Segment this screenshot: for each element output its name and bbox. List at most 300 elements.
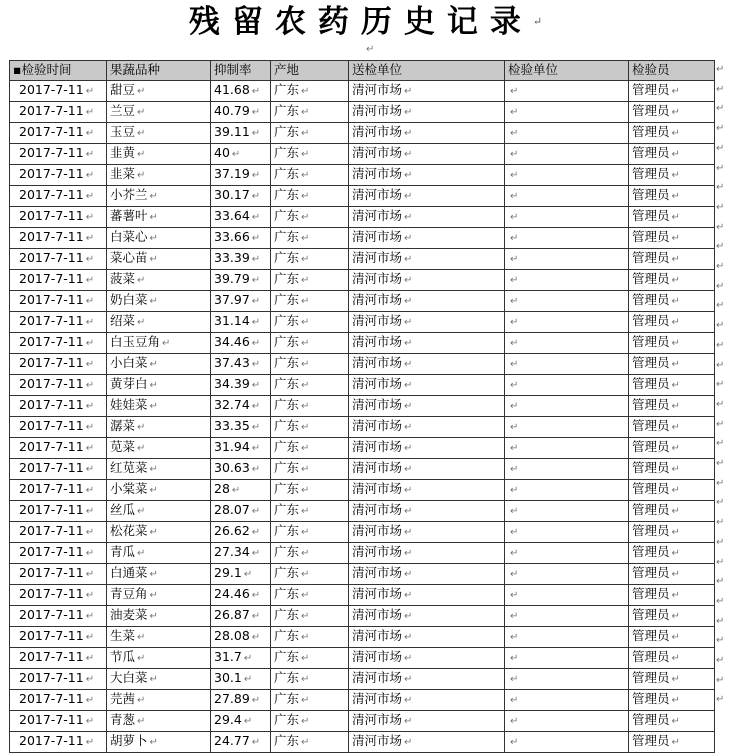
cell-end-mark-icon: ↵ [671, 379, 680, 391]
cell-origin[interactable] [271, 164, 349, 185]
cell-submitting-unit[interactable] [349, 311, 505, 332]
header-produce-variety[interactable]: 果蔬品种 [107, 61, 211, 81]
cell-inspector-text: 管理员 [632, 522, 670, 538]
cell-inspector[interactable] [629, 479, 715, 500]
cell-submitting-unit[interactable] [349, 689, 505, 710]
cell-produce-variety[interactable] [107, 458, 211, 479]
cell-inspector[interactable] [629, 311, 715, 332]
cell-inhibition-rate[interactable] [211, 668, 271, 689]
cell-inhibition-rate[interactable] [211, 563, 271, 584]
cell-inspection-time[interactable] [10, 626, 107, 647]
cell-inhibition-rate-text: 39.79 [214, 270, 250, 286]
cell-inspection-time[interactable] [10, 647, 107, 668]
cell-inhibition-rate[interactable] [211, 374, 271, 395]
cell-end-mark-icon: ↵ [404, 463, 413, 475]
cell-produce-variety[interactable] [107, 668, 211, 689]
cell-inhibition-rate[interactable] [211, 437, 271, 458]
cell-end-mark-icon: ↵ [301, 694, 310, 706]
cell-origin[interactable] [271, 311, 349, 332]
cell-origin[interactable] [271, 563, 349, 584]
cell-inspection-time[interactable] [10, 269, 107, 290]
cell-produce-variety[interactable] [107, 500, 211, 521]
cell-origin[interactable] [271, 479, 349, 500]
cell-inhibition-rate[interactable] [211, 731, 271, 752]
cell-inhibition-rate-text: 39.11 [214, 123, 250, 139]
cell-inspection-time[interactable] [10, 248, 107, 269]
cell-inspection-time[interactable] [10, 227, 107, 248]
header-inhibition-rate[interactable]: 抑制率 [211, 61, 271, 81]
cell-inspector[interactable] [629, 500, 715, 521]
cell-inspector[interactable] [629, 647, 715, 668]
cell-origin[interactable] [271, 332, 349, 353]
cell-inhibition-rate-text: 30.63 [214, 459, 250, 475]
cell-submitting-unit[interactable] [349, 122, 505, 143]
cell-inspector[interactable] [629, 668, 715, 689]
cell-submitting-unit-text: 清河市场 [352, 606, 403, 622]
header-inspector[interactable]: 检验员 [629, 61, 715, 81]
cell-inspector-text: 管理员 [632, 648, 670, 664]
cell-origin-text: 广东 [274, 144, 300, 160]
cell-inspection-time[interactable] [10, 395, 107, 416]
cell-produce-variety[interactable] [107, 584, 211, 605]
cell-origin[interactable] [271, 500, 349, 521]
cell-testing-unit[interactable] [505, 521, 629, 542]
cell-produce-variety[interactable] [107, 332, 211, 353]
cell-submitting-unit-text: 清河市场 [352, 354, 403, 370]
cell-end-mark-icon: ↵ [510, 715, 519, 727]
cell-produce-variety[interactable] [107, 227, 211, 248]
cell-testing-unit[interactable] [505, 731, 629, 752]
cell-origin[interactable] [271, 80, 349, 101]
cell-testing-unit[interactable] [505, 164, 629, 185]
cell-inspection-time[interactable] [10, 668, 107, 689]
cell-inspection-time[interactable] [10, 689, 107, 710]
cell-submitting-unit-text: 清河市场 [352, 522, 403, 538]
cell-end-mark-icon: ↵ [301, 463, 310, 475]
cell-submitting-unit[interactable] [349, 437, 505, 458]
cell-testing-unit[interactable] [505, 458, 629, 479]
cell-submitting-unit[interactable] [349, 395, 505, 416]
cell-end-mark-icon: ↵ [137, 505, 146, 517]
cell-submitting-unit[interactable] [349, 374, 505, 395]
cell-inspector[interactable] [629, 80, 715, 101]
cell-origin[interactable] [271, 227, 349, 248]
cell-produce-variety[interactable] [107, 143, 211, 164]
cell-inhibition-rate[interactable] [211, 521, 271, 542]
cell-testing-unit[interactable] [505, 143, 629, 164]
cell-end-mark-icon: ↵ [671, 547, 680, 559]
cell-inspection-time[interactable] [10, 374, 107, 395]
table-row [10, 101, 715, 122]
cell-produce-variety[interactable] [107, 731, 211, 752]
cell-produce-variety[interactable] [107, 269, 211, 290]
cell-inhibition-rate-text: 24.77 [214, 732, 250, 748]
cell-origin[interactable] [271, 668, 349, 689]
cell-end-mark-icon: ↵ [301, 190, 310, 202]
cell-testing-unit[interactable] [505, 227, 629, 248]
cell-submitting-unit[interactable] [349, 500, 505, 521]
cell-submitting-unit[interactable] [349, 605, 505, 626]
cell-produce-variety[interactable] [107, 605, 211, 626]
cell-testing-unit[interactable] [505, 353, 629, 374]
table-move-handle-icon[interactable]: ▪ [13, 62, 22, 78]
row-end-mark-icon: ↵ [716, 103, 725, 115]
cell-inspection-time[interactable] [10, 311, 107, 332]
table-row [10, 605, 715, 626]
cell-testing-unit[interactable] [505, 395, 629, 416]
cell-origin[interactable] [271, 143, 349, 164]
cell-testing-unit[interactable] [505, 290, 629, 311]
cell-submitting-unit[interactable] [349, 731, 505, 752]
cell-inspection-time[interactable] [10, 605, 107, 626]
cell-inspector[interactable] [629, 689, 715, 710]
cell-origin[interactable] [271, 101, 349, 122]
cell-inhibition-rate[interactable] [211, 143, 271, 164]
cell-submitting-unit[interactable] [349, 626, 505, 647]
cell-submitting-unit[interactable] [349, 353, 505, 374]
cell-origin[interactable] [271, 584, 349, 605]
cell-inspector[interactable] [629, 605, 715, 626]
cell-produce-variety[interactable] [107, 521, 211, 542]
cell-inhibition-rate-text: 37.43 [214, 354, 250, 370]
cell-produce-variety[interactable] [107, 311, 211, 332]
cell-produce-variety[interactable] [107, 626, 211, 647]
cell-origin-text: 广东 [274, 123, 300, 139]
cell-end-mark-icon: ↵ [231, 484, 241, 496]
cell-inspection-time[interactable] [10, 353, 107, 374]
cell-end-mark-icon: ↵ [149, 673, 158, 685]
cell-origin[interactable] [271, 710, 349, 731]
cell-produce-variety[interactable] [107, 416, 211, 437]
cell-inspector[interactable] [629, 521, 715, 542]
cell-end-mark-icon: ↵ [301, 379, 310, 391]
cell-inspection-time[interactable] [10, 437, 107, 458]
cell-inspector[interactable] [629, 395, 715, 416]
cell-end-mark-icon: ↵ [137, 442, 146, 454]
cell-inhibition-rate[interactable] [211, 479, 271, 500]
cell-produce-variety[interactable] [107, 290, 211, 311]
cell-testing-unit[interactable] [505, 689, 629, 710]
cell-inspection-time-text: 2017-7-11 [19, 291, 84, 307]
cell-produce-variety[interactable] [107, 395, 211, 416]
cell-origin[interactable] [271, 395, 349, 416]
cell-origin[interactable] [271, 185, 349, 206]
cell-submitting-unit[interactable] [349, 542, 505, 563]
cell-inspector[interactable] [629, 227, 715, 248]
cell-inhibition-rate[interactable] [211, 458, 271, 479]
cell-inspection-time[interactable] [10, 143, 107, 164]
cell-inspector[interactable] [629, 542, 715, 563]
cell-produce-variety[interactable] [107, 374, 211, 395]
cell-inspector[interactable] [629, 164, 715, 185]
cell-submitting-unit[interactable] [349, 248, 505, 269]
cell-end-mark-icon: ↵ [671, 673, 680, 685]
cell-origin[interactable] [271, 416, 349, 437]
cell-end-mark-icon: ↵ [149, 190, 158, 202]
cell-inspector[interactable] [629, 437, 715, 458]
cell-end-mark-icon: ↵ [404, 442, 413, 454]
cell-inhibition-rate[interactable] [211, 605, 271, 626]
cell-inspection-time[interactable] [10, 185, 107, 206]
cell-produce-variety[interactable] [107, 353, 211, 374]
cell-inspector[interactable] [629, 248, 715, 269]
cell-testing-unit[interactable] [505, 668, 629, 689]
cell-inspector[interactable] [629, 458, 715, 479]
cell-origin[interactable] [271, 458, 349, 479]
cell-origin[interactable] [271, 122, 349, 143]
cell-inspector[interactable] [629, 101, 715, 122]
cell-end-mark-icon: ↵ [251, 526, 261, 538]
cell-inspection-time-text: 2017-7-11 [19, 228, 84, 244]
cell-origin[interactable] [271, 374, 349, 395]
cell-inspection-time[interactable] [10, 122, 107, 143]
cell-end-mark-icon: ↵ [510, 274, 519, 286]
cell-origin[interactable] [271, 731, 349, 752]
cell-origin[interactable] [271, 605, 349, 626]
cell-inhibition-rate-text: 33.64 [214, 207, 250, 223]
cell-testing-unit[interactable] [505, 206, 629, 227]
cell-testing-unit[interactable] [505, 248, 629, 269]
cell-inspection-time[interactable] [10, 206, 107, 227]
cell-testing-unit[interactable] [505, 647, 629, 668]
cell-end-mark-icon: ↵ [137, 652, 146, 664]
cell-produce-variety[interactable] [107, 206, 211, 227]
row-end-mark-icon: ↵ [716, 379, 725, 391]
cell-inspection-time[interactable] [10, 479, 107, 500]
cell-produce-variety[interactable] [107, 563, 211, 584]
cell-end-mark-icon: ↵ [85, 295, 95, 307]
cell-testing-unit[interactable] [505, 311, 629, 332]
cell-inspector[interactable] [629, 332, 715, 353]
row-end-mark-icon: ↵ [716, 339, 725, 351]
cell-end-mark-icon: ↵ [85, 568, 95, 580]
cell-inhibition-rate[interactable] [211, 710, 271, 731]
cell-inspector-text: 管理员 [632, 102, 670, 118]
cell-produce-variety[interactable] [107, 479, 211, 500]
cell-inhibition-rate[interactable] [211, 164, 271, 185]
cell-submitting-unit[interactable] [349, 416, 505, 437]
cell-inhibition-rate[interactable] [211, 248, 271, 269]
cell-inspection-time[interactable] [10, 563, 107, 584]
cell-origin[interactable] [271, 290, 349, 311]
cell-produce-variety[interactable] [107, 101, 211, 122]
cell-end-mark-icon: ↵ [251, 211, 261, 223]
cell-inhibition-rate[interactable] [211, 395, 271, 416]
cell-inspection-time[interactable] [10, 290, 107, 311]
cell-inhibition-rate[interactable] [211, 80, 271, 101]
cell-inspector[interactable] [629, 122, 715, 143]
header-origin[interactable]: 产地 [271, 61, 349, 81]
cell-inspector[interactable] [629, 563, 715, 584]
cell-submitting-unit[interactable] [349, 479, 505, 500]
cell-testing-unit[interactable] [505, 122, 629, 143]
header-inspection-time[interactable]: ▪检验时间 [10, 61, 107, 81]
cell-inhibition-rate[interactable] [211, 206, 271, 227]
row-end-mark-icon: ↵ [716, 280, 725, 292]
cell-submitting-unit[interactable] [349, 458, 505, 479]
cell-inspector[interactable] [629, 290, 715, 311]
cell-origin-text: 广东 [274, 732, 300, 748]
cell-produce-variety[interactable] [107, 689, 211, 710]
cell-inspector[interactable] [629, 731, 715, 752]
cell-inspection-time[interactable] [10, 584, 107, 605]
cell-inhibition-rate[interactable] [211, 416, 271, 437]
cell-inhibition-rate[interactable] [211, 542, 271, 563]
cell-testing-unit[interactable] [505, 584, 629, 605]
cell-submitting-unit[interactable] [349, 563, 505, 584]
cell-end-mark-icon: ↵ [137, 715, 146, 727]
cell-inhibition-rate[interactable] [211, 185, 271, 206]
cell-submitting-unit[interactable] [349, 584, 505, 605]
cell-produce-variety[interactable] [107, 164, 211, 185]
cell-produce-variety[interactable] [107, 542, 211, 563]
cell-produce-variety[interactable] [107, 80, 211, 101]
cell-produce-variety[interactable] [107, 248, 211, 269]
cell-inspection-time[interactable] [10, 164, 107, 185]
cell-end-mark-icon: ↵ [301, 295, 310, 307]
header-submitting-unit[interactable]: 送检单位 [349, 61, 505, 81]
cell-inhibition-rate[interactable] [211, 269, 271, 290]
cell-submitting-unit[interactable] [349, 143, 505, 164]
cell-produce-variety[interactable] [107, 710, 211, 731]
cell-end-mark-icon: ↵ [510, 505, 519, 517]
table-row [10, 374, 715, 395]
cell-inspection-time-text: 2017-7-11 [19, 606, 84, 622]
cell-origin-text: 广东 [274, 312, 300, 328]
header-testing-unit[interactable]: 检验单位 [505, 61, 629, 81]
cell-origin[interactable] [271, 437, 349, 458]
cell-submitting-unit[interactable] [349, 668, 505, 689]
cell-submitting-unit[interactable] [349, 290, 505, 311]
cell-origin[interactable] [271, 269, 349, 290]
cell-inhibition-rate[interactable] [211, 353, 271, 374]
cell-inspector[interactable] [629, 185, 715, 206]
cell-testing-unit[interactable] [505, 563, 629, 584]
cell-submitting-unit[interactable] [349, 710, 505, 731]
cell-inspection-time[interactable] [10, 458, 107, 479]
cell-end-mark-icon: ↵ [404, 85, 413, 97]
cell-produce-variety-text: 丝瓜 [110, 501, 136, 517]
cell-inhibition-rate[interactable] [211, 647, 271, 668]
cell-testing-unit[interactable] [505, 710, 629, 731]
cell-inspection-time[interactable] [10, 542, 107, 563]
cell-inhibition-rate-text: 31.14 [214, 312, 250, 328]
cell-testing-unit[interactable] [505, 374, 629, 395]
cell-inspection-time[interactable] [10, 332, 107, 353]
cell-origin[interactable] [271, 647, 349, 668]
cell-end-mark-icon: ↵ [301, 127, 310, 139]
cell-origin[interactable] [271, 248, 349, 269]
cell-submitting-unit[interactable] [349, 80, 505, 101]
cell-testing-unit[interactable] [505, 185, 629, 206]
cell-inhibition-rate-text: 40 [214, 144, 230, 160]
cell-testing-unit[interactable] [505, 332, 629, 353]
cell-inhibition-rate[interactable] [211, 500, 271, 521]
cell-submitting-unit[interactable] [349, 647, 505, 668]
cell-testing-unit[interactable] [505, 479, 629, 500]
cell-inhibition-rate[interactable] [211, 689, 271, 710]
cell-submitting-unit[interactable] [349, 521, 505, 542]
cell-inhibition-rate[interactable] [211, 584, 271, 605]
cell-inhibition-rate[interactable] [211, 122, 271, 143]
cell-end-mark-icon: ↵ [251, 295, 261, 307]
cell-inspection-time[interactable] [10, 101, 107, 122]
cell-inspection-time[interactable] [10, 500, 107, 521]
cell-testing-unit[interactable] [505, 101, 629, 122]
cell-submitting-unit[interactable] [349, 269, 505, 290]
cell-testing-unit[interactable] [505, 500, 629, 521]
cell-end-mark-icon: ↵ [301, 106, 310, 118]
cell-origin[interactable] [271, 206, 349, 227]
cell-inspector[interactable] [629, 416, 715, 437]
cell-produce-variety[interactable] [107, 122, 211, 143]
cell-submitting-unit[interactable] [349, 164, 505, 185]
cell-origin[interactable] [271, 626, 349, 647]
cell-inhibition-rate[interactable] [211, 626, 271, 647]
cell-origin-text: 广东 [274, 396, 300, 412]
cell-inhibition-rate[interactable] [211, 227, 271, 248]
cell-inspector[interactable] [629, 710, 715, 731]
cell-origin[interactable] [271, 542, 349, 563]
cell-end-mark-icon: ↵ [671, 211, 680, 223]
cell-end-mark-icon: ↵ [149, 400, 158, 412]
cell-inspector[interactable] [629, 626, 715, 647]
cell-inhibition-rate-text: 28 [214, 480, 230, 496]
cell-inspector[interactable] [629, 269, 715, 290]
cell-testing-unit[interactable] [505, 269, 629, 290]
cell-produce-variety-text: 潺菜 [110, 417, 136, 433]
cell-inhibition-rate[interactable] [211, 332, 271, 353]
cell-inspection-time[interactable] [10, 416, 107, 437]
cell-origin-text: 广东 [274, 459, 300, 475]
cell-inspector[interactable] [629, 584, 715, 605]
cell-inspection-time[interactable] [10, 521, 107, 542]
cell-inspector[interactable] [629, 353, 715, 374]
cell-origin[interactable] [271, 353, 349, 374]
cell-inhibition-rate[interactable] [211, 101, 271, 122]
cell-origin[interactable] [271, 521, 349, 542]
cell-testing-unit[interactable] [505, 416, 629, 437]
table-header-row [10, 61, 715, 81]
cell-inhibition-rate[interactable] [211, 311, 271, 332]
cell-submitting-unit[interactable] [349, 332, 505, 353]
cell-testing-unit[interactable] [505, 542, 629, 563]
cell-inspector[interactable] [629, 143, 715, 164]
cell-submitting-unit[interactable] [349, 206, 505, 227]
cell-produce-variety[interactable] [107, 185, 211, 206]
cell-submitting-unit[interactable] [349, 227, 505, 248]
cell-end-mark-icon: ↵ [404, 316, 413, 328]
cell-submitting-unit[interactable] [349, 185, 505, 206]
cell-inspector[interactable] [629, 374, 715, 395]
cell-inhibition-rate-text: 37.19 [214, 165, 250, 181]
cell-end-mark-icon: ↵ [671, 589, 680, 601]
cell-inhibition-rate[interactable] [211, 290, 271, 311]
cell-submitting-unit[interactable] [349, 101, 505, 122]
cell-testing-unit[interactable] [505, 80, 629, 101]
cell-testing-unit[interactable] [505, 626, 629, 647]
cell-origin[interactable] [271, 689, 349, 710]
cell-end-mark-icon: ↵ [243, 715, 253, 727]
cell-inspection-time[interactable] [10, 710, 107, 731]
cell-testing-unit[interactable] [505, 605, 629, 626]
cell-produce-variety[interactable] [107, 647, 211, 668]
cell-inspection-time[interactable] [10, 731, 107, 752]
cell-testing-unit[interactable] [505, 437, 629, 458]
cell-produce-variety[interactable] [107, 437, 211, 458]
cell-inspection-time[interactable] [10, 80, 107, 101]
cell-inspector[interactable] [629, 206, 715, 227]
